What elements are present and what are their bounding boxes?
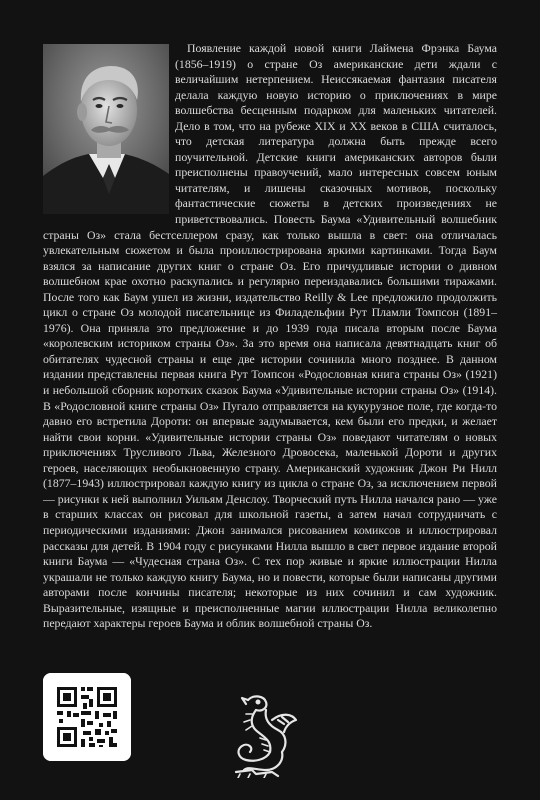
- dragon-logo-graphic: [226, 690, 304, 778]
- article-text: [43, 41, 497, 632]
- portrait-text-wrap: [43, 41, 175, 215]
- qr-code-icon: [43, 673, 131, 761]
- article-paragraph: Появление каждой новой книги Лаймена Фрэнка Баума (1856–1919) о стране Оз американские дети ждали с величайшим нетерпением. Неиссякаемая фантазия писателя делала каждую новую историю о приключениях в мире волшебства бесценным подарком для маленьких читателей. Дело в том, что на рубеже XIX и XX веков в США считалось, что детская литература должна быть прежде всего поучительной. Детские книги американских авторов были преисполнены правоучений, мало интересных совсем юным читателям, и лишены сказочных мотивов, поскольку фантастические сюжеты в детских произведениях не приветствовались. Повесть Баума «Удивительный волшебник страны Оз» стала бестселлером сразу, как только вышла в свет: она отличалась увлекательным сюжетом и была проиллюстрирована яркими картинками. Тогда Баум взялся за написание других книг о стране Оз. Его причудливые истории о дивном волшебном крае охотно раскупались и регулярно переиздавались большими тиражами. После того как Баум ушел из жизни, издательство Reilly & Lee предложило продолжить цикл о стране Оз молодой писательнице из Филадельфии Рут Пламли Томпсон (1891–1976). Она приняла это предложение и до 1939 года писала вторым после Баума «королевским историком страны Оз». За это время она написала девятнадцать книг об обитателях чудесной страны и еще две истории сочинила много позднее. В данном издании представлены первая книга Рут Томпсон «Родословная книга страны Оз» (1921) и небольшой сборник коротких сказок Баума «Удивительные истории страны Оз» (1914). В «Родословной книге страны Оз» Пугало отправляется на кукурузное поле, где когда-то давно его встретила Дороти: он впервые задумывается, кем были его предки, и желает найти свои корни. «Удивительные истории страны Оз» поведают читателям о новых приключениях Трусливого Льва, Железного Дровосека, маленькой Дороти и других героев, населяющих необыкновенную страну. Американский художник Джон Ри Нилл (1877–1943) иллюстрировал каждую книгу из цикла о стране Оз, за исключением первой — рисунки к ней выполнил Уильям Денслоу. Творческий путь Нилла начался рано — уже в старших классах он рисовал для школьной газеты, а затем начал сотрудничать с периодическими изданиями: Джон занимался рисованием комиксов и иллюстрировал рассказы для детей. В 1904 году с рисунками Нилла вышло в свет первое издание второй книги Баума — «Чудесная страна Оз». С тех пор живые и яркие иллюстрации Нилла украшали не только каждую книгу Баума, но и повести, которые были написаны другими авторами после кончины писателя; некоторые из них сочинил и сам художник. Выразительные, изящные и преисполненные магии иллюстрации Нилла великолепно передают характеры героев Баума и облик волшебной страны Оз.: [43, 41, 497, 631]
- qr-code-graphic: [43, 673, 131, 761]
- publisher-logo-icon: [226, 690, 304, 778]
